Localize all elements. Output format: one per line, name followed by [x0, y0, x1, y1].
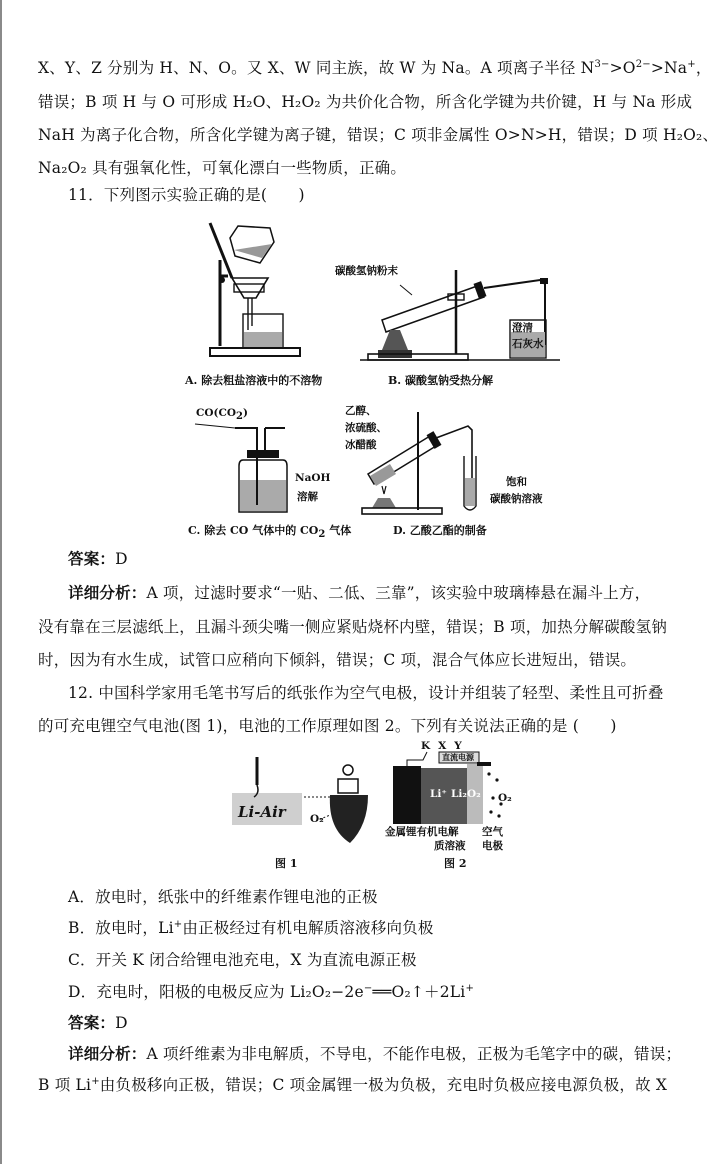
figure-c-reagent-1: NaOH — [295, 472, 331, 484]
figure-2-ion-label: Li⁺ — [430, 788, 447, 800]
figure-d-reagent-3: 冰醋酸 — [345, 439, 377, 451]
question-11-analysis-line-3: 时，因为有水生成，试管口应稍向下倾斜，错误；C 项，混合气体应长进短出，错误。 — [38, 651, 637, 669]
option-b: B．放电时，Li+由正极经过有机电解质溶液移向负极 — [68, 918, 434, 937]
question-11-answer: 答案：D — [68, 549, 128, 568]
figure-1-caption: 图 1 — [275, 857, 298, 870]
figure-a-caption: A. 除去粗盐溶液中的不溶物 — [185, 374, 323, 387]
figure-2-top-labels: KXY — [421, 740, 470, 752]
question-12-stem-line-2: 的可充电锂空气电池(图 1)，电池的工作原理如图 2。下列有关说法正确的是 ( ) — [38, 717, 617, 735]
figure-c-gas-washing-bottle — [195, 420, 295, 515]
figure-b-label-powder: 碳酸氢钠粉末 — [335, 265, 398, 277]
question-11-analysis-line-1: 详细分析：A 项，过滤时要求“一贴、二低、三靠”，该实验中玻璃棒悬在漏斗上方， — [68, 583, 651, 602]
figure-2-power-source: 直流电源 — [442, 752, 474, 762]
figure-b-label-lime-1: 澄清 — [512, 322, 533, 334]
question-11-stem: 11．下列图示实验正确的是( ) — [68, 186, 305, 204]
figure-2-product-label: Li₂O₂ — [451, 788, 481, 800]
figure-b-label-lime-2: 石灰水 — [512, 338, 544, 350]
figure-c-gas-inlet-label: $CO(CO_2)$ — [196, 407, 248, 423]
page-left-border — [0, 0, 2, 1164]
figure-2-bottom-left-1: 金属锂有机电解 — [385, 826, 459, 838]
option-a: A．放电时，纸张中的纤维素作锂电池的正极 — [68, 888, 378, 906]
figure-d-receiver-1: 饱和 — [506, 476, 527, 488]
figure-2-bottom-left-2: 质溶液 — [434, 840, 466, 852]
continuation-line-4: Na₂O₂ 具有强氧化性，可氧化漂白一些物质，正确。 — [38, 159, 407, 177]
figure-2-o2-label: O₂ — [498, 792, 512, 804]
continuation-line-3: NaH 为离子化合物，所含化学键为离子键，错误；C 项非金属性 O>N>H，错误；D 项 H₂O₂、 — [38, 126, 719, 144]
question-12-stem-line-1: 12. 中国科学家用毛笔书写后的纸张作为空气电极，设计并组装了轻型、柔性且可折叠 — [68, 684, 664, 702]
figure-d-reagent-1: 乙醇、 — [345, 405, 377, 417]
figure-d-caption: D. 乙酸乙酯的制备 — [393, 524, 487, 537]
figure-1-writing: Li-Air — [238, 803, 286, 821]
figure-b-caption: B. 碳酸氢钠受热分解 — [388, 374, 493, 387]
figure-c-caption: C. 除去 CO 气体中的 $CO_2$ 气体 — [188, 524, 352, 541]
option-d: D．充电时，阳极的电极反应为 Li₂O₂−2e−══O₂↑＋2Li+ — [68, 982, 475, 1001]
question-12-analysis-line-2: B 项 Li+由负极移向正极，错误；C 项金属锂一极为负极，充电时负极应接电源负极，故 X — [38, 1075, 668, 1094]
figure-d-receiver-2: 碳酸钠溶液 — [490, 493, 543, 505]
question-11-analysis-line-2: 没有靠在三层滤纸上，且漏斗颈尖嘴一侧应紧贴烧杯内壁，错误；B 项，加热分解碳酸氢钠 — [38, 618, 668, 636]
figure-d-reagent-2: 浓硫酸、 — [345, 422, 387, 434]
figure-1-paper-battery — [232, 755, 372, 845]
figure-1-o2-label: O₂ — [310, 813, 324, 825]
option-c: C．开关 K 闭合给锂电池充电，X 为直流电源正极 — [68, 951, 417, 969]
continuation-line-2: 错误；B 项 H 与 O 可形成 H₂O、H₂O₂ 为共价化合物，所含化学键为共价键，H 与 Na 形成 — [38, 93, 693, 111]
continuation-line-1: X、Y、Z 分别为 H、N、O。又 X、W 同主族，故 W 为 Na。A 项离子半径 $N^{3-}>O^{2-}>Na^+$， — [38, 58, 712, 77]
figure-2-bottom-right-1: 空气 — [482, 826, 503, 838]
question-12-analysis-line-1: 详细分析：A 项纤维素为非电解质，不导电，不能作电极，正极为毛笔字中的碳，错误； — [68, 1044, 682, 1063]
figure-2-caption: 图 2 — [444, 857, 467, 870]
figure-c-reagent-2: 溶解 — [297, 491, 318, 503]
figure-a-filtration-apparatus — [210, 218, 320, 358]
question-12-answer: 答案：D — [68, 1013, 128, 1032]
figure-2-bottom-right-2: 电极 — [482, 840, 503, 852]
